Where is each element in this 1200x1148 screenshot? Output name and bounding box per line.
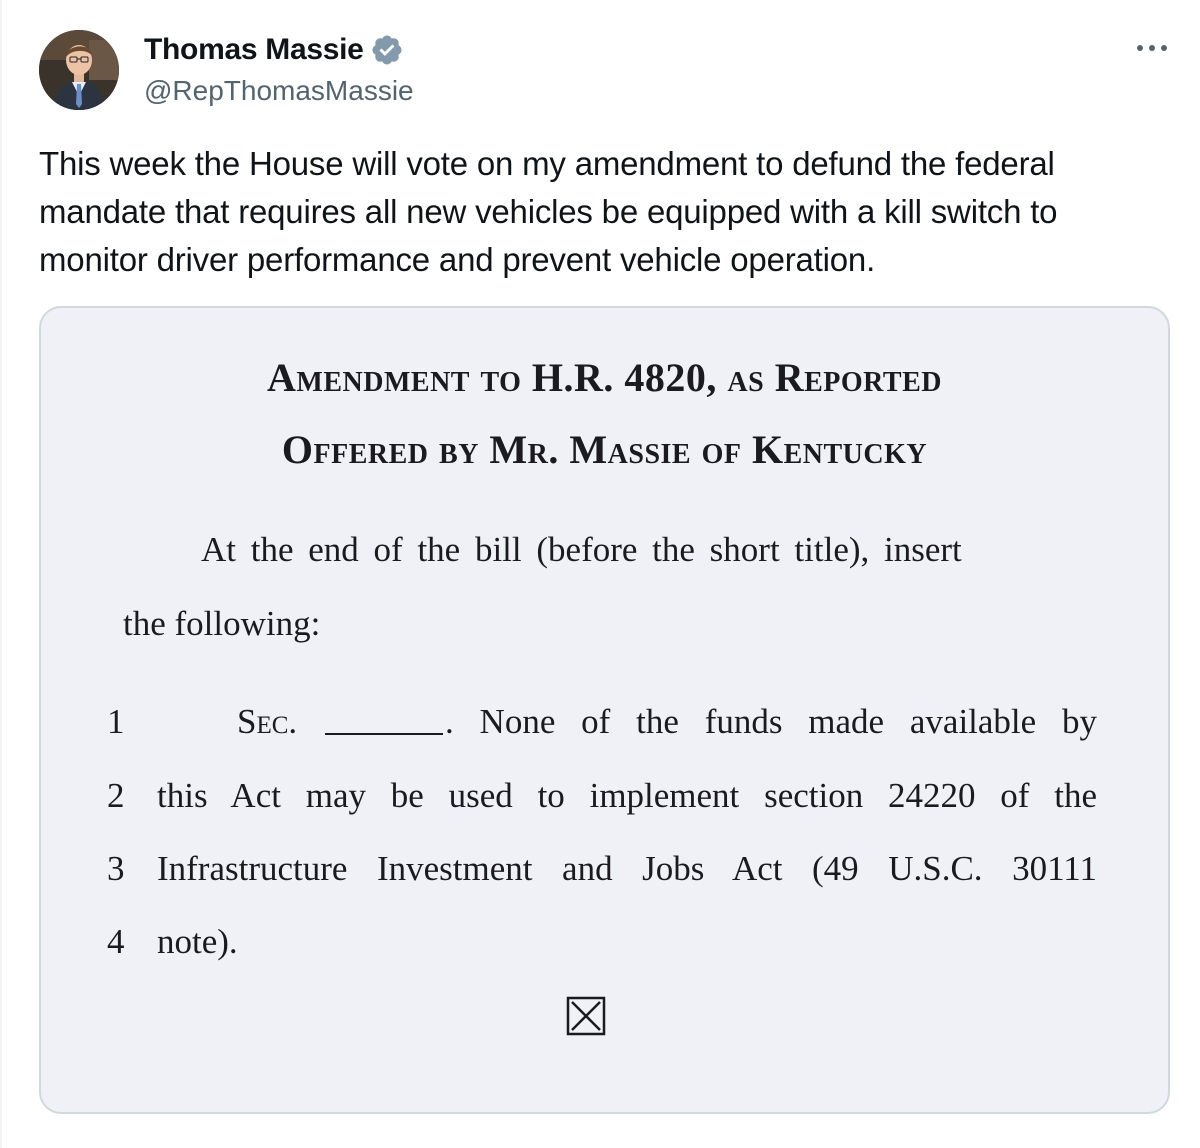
document-intro-line-1: At the end of the bill (before the short title), insert: [201, 530, 962, 569]
line-number: 2: [107, 776, 125, 815]
author-handle[interactable]: @RepThomasMassie: [144, 75, 414, 106]
author-name[interactable]: Thomas Massie: [144, 33, 364, 66]
section-label: Sec.: [237, 702, 298, 741]
document-intro-line-2: the following:: [123, 604, 321, 643]
line-text: . None of the funds made available by: [444, 702, 1097, 741]
line-number: 1: [107, 702, 125, 741]
avatar-photo: [39, 30, 119, 110]
document-line: [237, 702, 1097, 742]
boxed-x-icon: [566, 996, 606, 1036]
section-number-blank: [325, 733, 443, 735]
avatar[interactable]: [39, 30, 119, 110]
more-horizontal-icon[interactable]: [1132, 36, 1172, 60]
document-title: Amendment to H.R. 4820, as Reported: [267, 355, 942, 400]
tweet-media-image[interactable]: [39, 306, 1170, 1114]
tweet-text: This week the House will vote on my amendment to defund the federal mandate that requires all new vehicles be equipped with a kill switch to monitor driver performance and prevent vehicle operation.: [39, 145, 1058, 278]
document-line: Infrastructure Investment and Jobs Act (49 U.S.C. 30111: [157, 849, 1097, 888]
document-subtitle: Offered by Mr. Massie of Kentucky: [281, 427, 928, 472]
line-number: 3: [107, 849, 125, 888]
verified-badge-icon: [370, 33, 404, 67]
line-number: 4: [107, 922, 125, 961]
document-line: this Act may be used to implement section 24220 of the: [157, 776, 1097, 815]
author-name-row[interactable]: [144, 30, 404, 70]
document-line: note).: [157, 922, 238, 961]
